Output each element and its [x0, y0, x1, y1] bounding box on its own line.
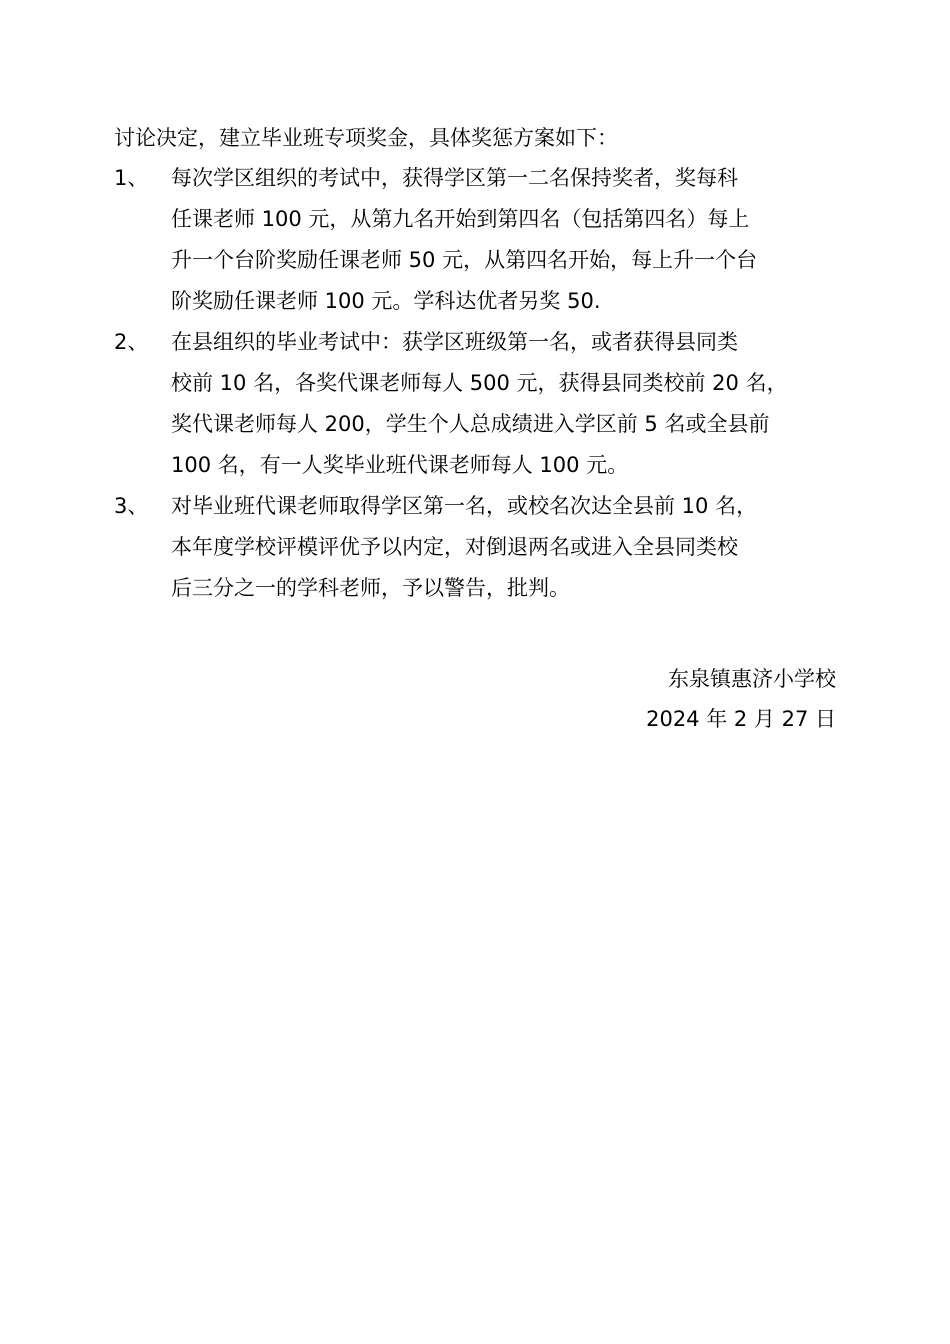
list-item-text	[171, 322, 843, 486]
text-line: 在县组织的毕业考试中：获学区班级第一名，或者获得县同类	[171, 330, 738, 354]
list-item-number: 3、	[114, 494, 149, 518]
text-line: 对毕业班代课老师取得学区第一名，或校名次达全县前 10 名，	[171, 494, 758, 518]
list-item-number: 1、	[114, 166, 149, 190]
text-line: 本年度学校评模评优予以内定，对倒退两名或进入全县同类校	[171, 535, 738, 559]
list-item-number: 2、	[114, 330, 149, 354]
text-line: 阶奖励任课老师 100 元。学科达优者另奖 50.	[171, 289, 601, 313]
text-line: 每次学区组织的考试中，获得学区第一二名保持奖者，奖每科	[171, 166, 738, 190]
list-item-text	[171, 486, 843, 609]
text-line: 后三分之一的学科老师，予以警告，批判。	[171, 576, 570, 600]
intro-paragraph: 讨论决定，建立毕业班专项奖金，具体奖惩方案如下：	[114, 126, 618, 150]
signature-block	[646, 659, 836, 739]
school-name: 东泉镇惠济小学校	[668, 667, 836, 691]
text-line: 100 名，有一人奖毕业班代课老师每人 100 元。	[171, 453, 629, 477]
list-item-text	[171, 158, 843, 322]
text-line: 任课老师 100 元，从第九名开始到第四名（包括第四名）每上	[171, 207, 750, 231]
text-line: 升一个台阶奖励任课老师 50 元，从第四名开始，每上升一个台	[171, 248, 758, 272]
text-line: 校前 10 名，各奖代课老师每人 500 元，获得县同类校前 20 名，	[171, 371, 788, 395]
signature-date: 2024 年 2 月 27 日	[646, 707, 836, 731]
text-line: 奖代课老师每人 200，学生个人总成绩进入学区前 5 名或全县前	[171, 412, 770, 436]
